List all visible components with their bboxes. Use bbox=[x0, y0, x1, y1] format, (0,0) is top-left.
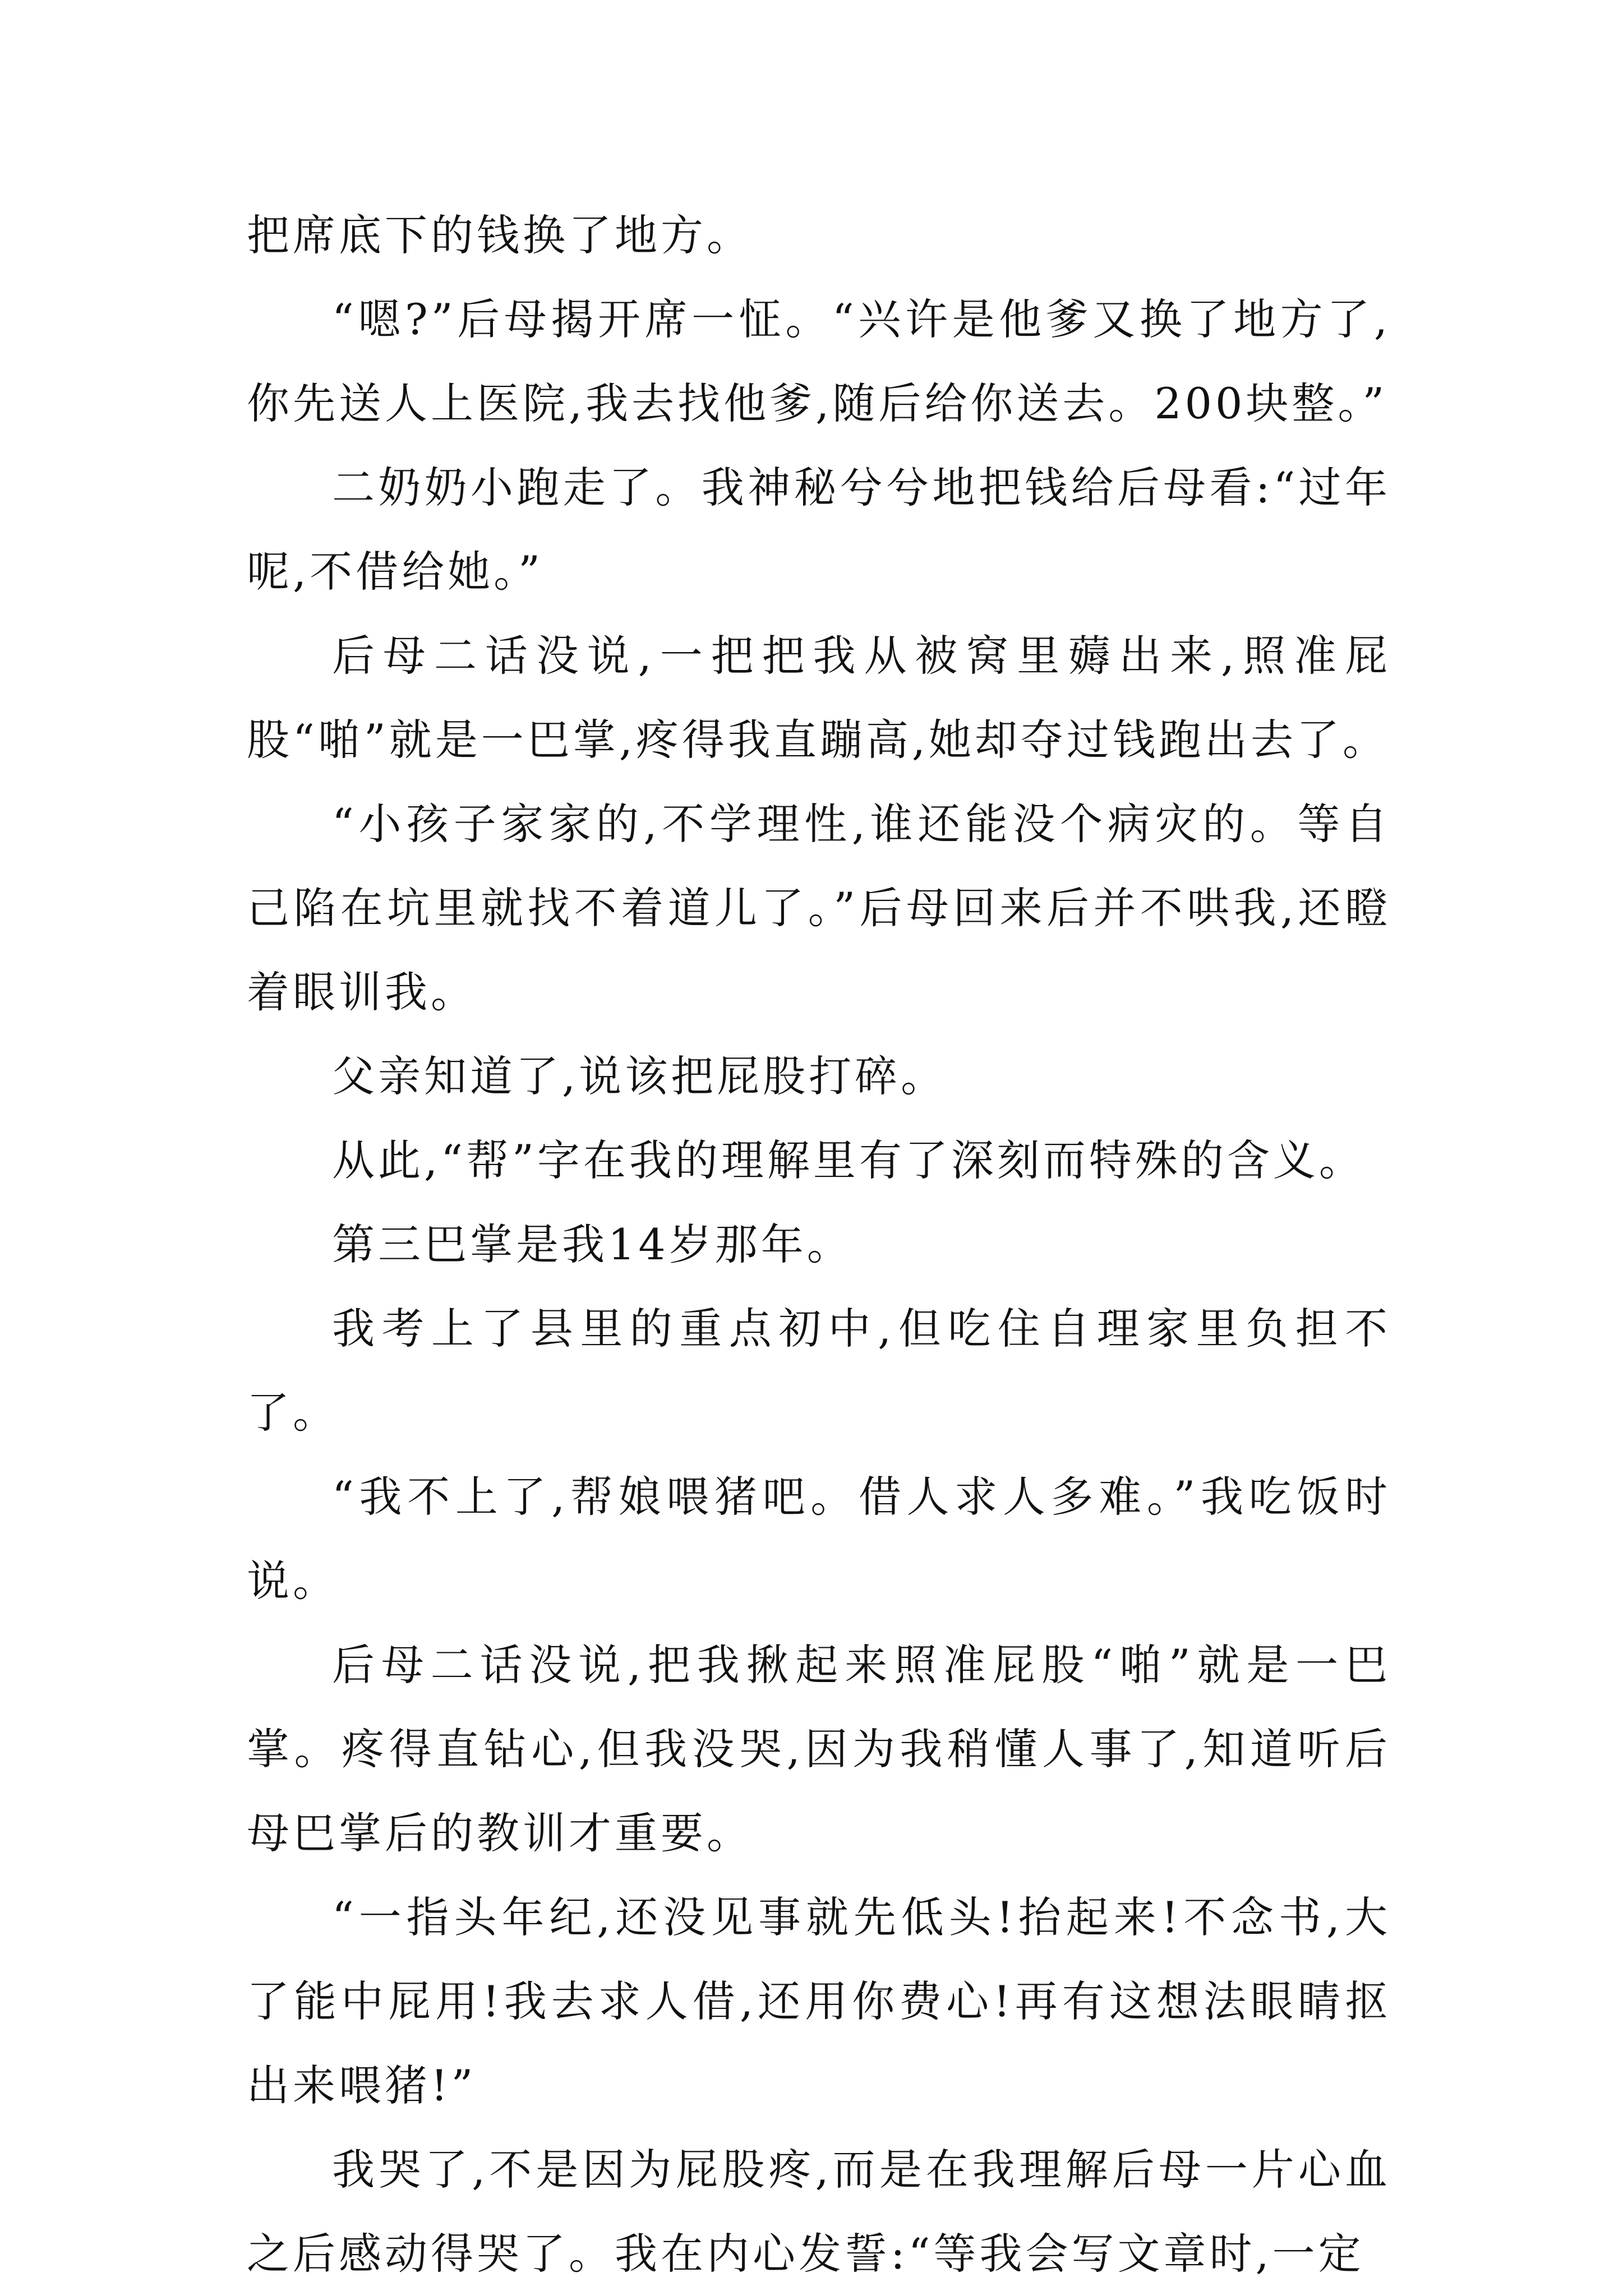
paragraph: 从此,“帮”字在我的理解里有了深刻而特殊的含义。 bbox=[332, 1135, 1365, 1185]
paragraph: “我不上了,帮娘喂猪吧。借人求人多难。”我吃饭时说。 bbox=[247, 1472, 1391, 1606]
paragraph: “小孩子家家的,不学理性,谁还能没个病灾的。等自己陷在坑里就找不着道儿了。”后母回来后并不哄我,还瞪着眼训我。 bbox=[247, 799, 1391, 1017]
paragraph: “一指头年纪,还没见事就先低头!抬起来!不念书,大了能中屁用!我去求人借,还用你费心!再有这想法眼睛抠出来喂猪!” bbox=[247, 1892, 1391, 2110]
paragraph: 父亲知道了,说该把屁股打碎。 bbox=[332, 1051, 947, 1101]
paragraph: 后母二话没说,把我揪起来照准屁股“啪”就是一巴掌。疼得直钻心,但我没哭,因为我稍懂人事了,知道听后母巴掌后的教训才重要。 bbox=[247, 1640, 1391, 1858]
paragraph: 后母二话没说,一把把我从被窝里薅出来,照准屁股“啪”就是一巴掌,疼得我直蹦高,她却夺过钱跑出去了。 bbox=[247, 631, 1391, 765]
paragraph: 把席底下的钱换了地方。 bbox=[247, 210, 753, 260]
paragraph: 我哭了,不是因为屁股疼,而是在我理解后母一片心血之后感动得哭了。我在内心发誓:“等我会写文章时,一定 bbox=[247, 2145, 1391, 2279]
body-text bbox=[247, 193, 1391, 2296]
paragraph: 二奶奶小跑走了。我神秘兮兮地把钱给后母看:“过年呢,不借给她。” bbox=[247, 463, 1391, 597]
paragraph: 第三巴掌是我14岁那年。 bbox=[332, 1219, 853, 1269]
paragraph: “嗯?”后母揭开席一怔。“兴许是他爹又换了地方了,你先送人上医院,我去找他爹,随后给你送去。200块整。” bbox=[247, 294, 1391, 428]
paragraph: 我考上了县里的重点初中,但吃住自理家里负担不了。 bbox=[247, 1304, 1391, 1438]
